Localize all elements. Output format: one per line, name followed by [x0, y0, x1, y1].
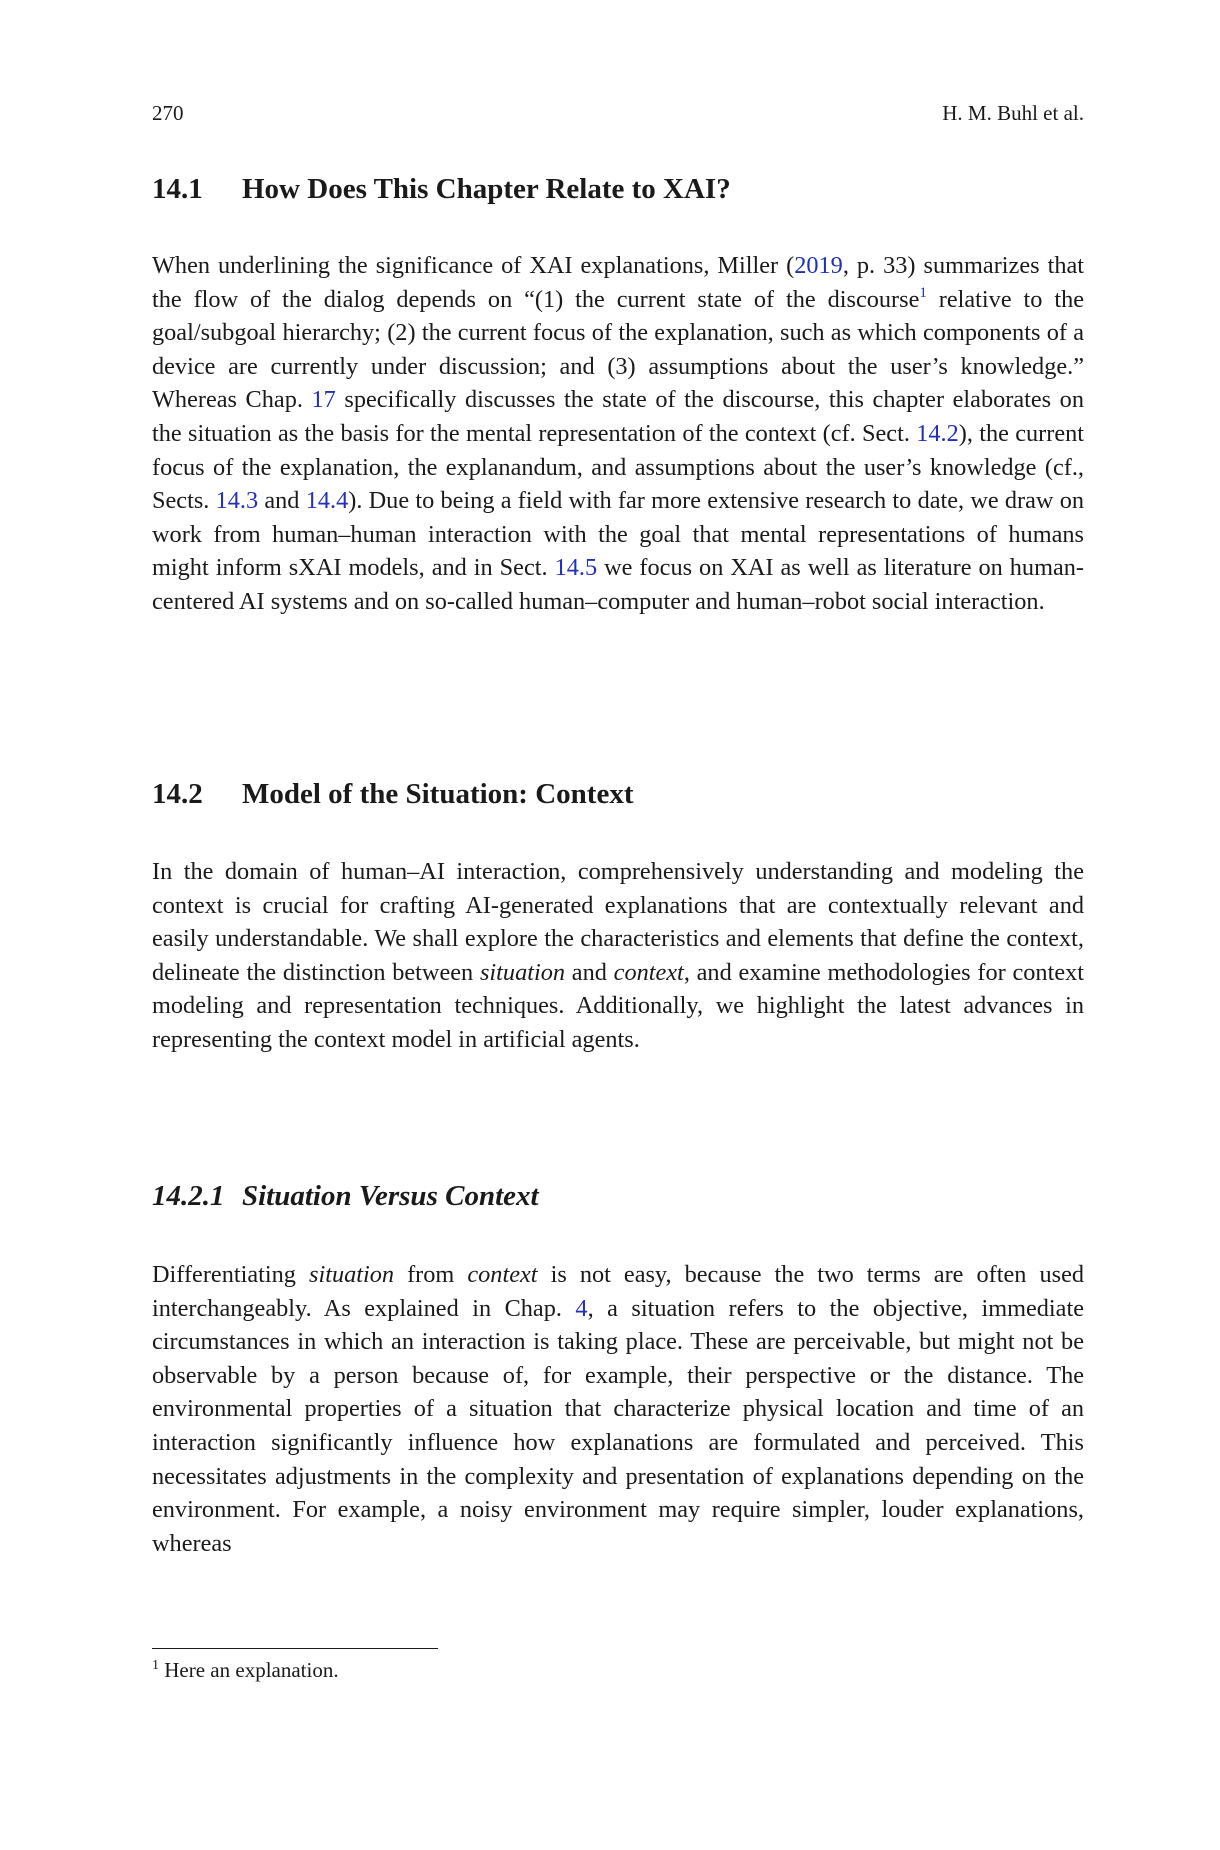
text-run: Differentiating: [152, 1261, 309, 1288]
text-run: is not easy, because the two terms are often used interchangeably. As explained in Chap.: [152, 1261, 1084, 1322]
text-run: ), the current focus of the explanation, the explanandum, and assumptions about the user’s knowledge (cf., Sects.: [152, 419, 1084, 515]
footnote-1: [152, 1656, 1084, 1684]
emphasis-context: context: [613, 958, 684, 986]
running-head-authors: H. M. Buhl et al.: [942, 101, 1084, 125]
chapter-link-4[interactable]: 4: [575, 1294, 588, 1322]
chapter-link-17[interactable]: 17: [311, 386, 336, 414]
section-number: 14.2: [152, 778, 203, 810]
citation-link-2019[interactable]: 2019: [794, 252, 843, 279]
text-run: , a situation refers to the objective, immediate circumstances in which an interaction is taking place. These are perceivable, but might not be observable by a person because of, for example, their perspective or the distance. The environmental properties of a situation that characterize physical location and time of an interaction significantly influence how explanations are formulated and perceived. This necessitates adjustments in the complexity and presentation of explanations depending on the environment. For example, a noisy environment may require simpler, louder explanations, whereas: [152, 1294, 1084, 1557]
footnote-ref-1[interactable]: 1: [919, 284, 927, 301]
section-link-14-3[interactable]: 14.3: [215, 487, 259, 515]
text-run: we focus on XAI as well as literature on human-centered AI systems and on so-called human–computer and human–robot social interaction.: [152, 554, 1084, 615]
text-run: , p. 33) summarizes that the flow of the dialog depends on “(1) the current state of the discourse: [152, 252, 1085, 313]
section-link-14-4[interactable]: 14.4: [305, 487, 349, 515]
emphasis-situation: situation: [479, 958, 566, 986]
text-run: In the domain of human–AI interaction, comprehensively understanding and modeling the context is crucial for crafting AI-generated explanations that are contextually relevant and easily understandable. We shall explore the characteristics and elements that define the context, delineate the distinction between: [152, 858, 1084, 986]
paragraph-14-1: [152, 249, 1084, 619]
text-run: and: [565, 958, 614, 986]
subsection-title: Situation Versus Context: [242, 1180, 539, 1212]
paragraph-14-2: [152, 855, 1084, 1057]
footnote-text: Here an explanation.: [159, 1658, 339, 1682]
text-run: When underlining the significance of XAI explanations, Miller (: [152, 252, 795, 279]
section-heading-14-2: [152, 776, 1084, 812]
emphasis-situation: situation: [308, 1261, 395, 1288]
text-run: from: [394, 1261, 468, 1288]
paragraph-14-2-1: [152, 1258, 1084, 1560]
section-link-14-5[interactable]: 14.5: [554, 554, 598, 582]
subsection-heading-14-2-1: [152, 1178, 1084, 1214]
text-run: and: [258, 487, 306, 515]
emphasis-context: context: [467, 1261, 538, 1288]
text-run: , and examine methodologies for context modeling and representation techniques. Additionally, we highlight the latest advances in representing the context model in artificial agents.: [152, 958, 1084, 1053]
subsection-number: 14.2.1: [152, 1180, 225, 1212]
footnote-divider: [152, 1648, 438, 1649]
page-number: 270: [152, 101, 184, 125]
section-number: 14.1: [152, 173, 203, 205]
section-heading-14-1: [152, 171, 1084, 207]
text-run: specifically discusses the state of the discourse, this chapter elaborates on the situation as the basis for the mental representation of the context (cf. Sect.: [152, 386, 1084, 447]
text-run: relative to the goal/subgoal hierarchy; (2) the current focus of the explanation, such as which components of a device are currently under discussion; and (3) assumptions about the user’s knowledge.” Whereas Chap.: [152, 285, 1084, 414]
running-head: [152, 100, 1084, 126]
text-run: ). Due to being a field with far more extensive research to date, we draw on work from human–human interaction with the goal that mental representations of humans might inform sXAI models, and in Sect.: [152, 487, 1085, 582]
section-link-14-2[interactable]: 14.2: [916, 419, 959, 447]
footnote-marker: 1: [152, 1658, 159, 1673]
section-title: How Does This Chapter Relate to XAI?: [242, 173, 731, 205]
section-title: Model of the Situation: Context: [242, 778, 634, 810]
